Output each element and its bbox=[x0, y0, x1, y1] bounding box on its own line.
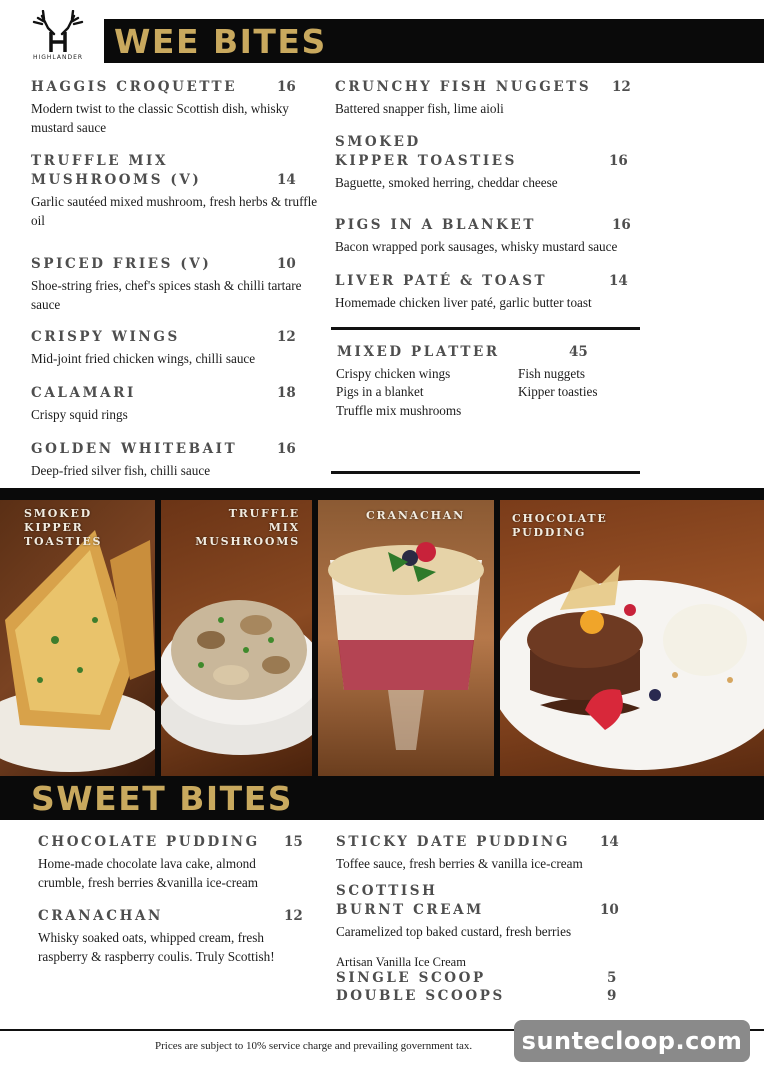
item-name: SMOKED bbox=[335, 134, 421, 150]
item-name: MIXED PLATTER bbox=[337, 344, 500, 360]
item-price: 16 bbox=[609, 153, 628, 169]
photo-label-line: TRUFFLE bbox=[228, 507, 300, 520]
item-description: Crispy squid rings bbox=[31, 407, 128, 422]
item-description: Shoe-string fries, chef's spices stash & chilli tartare sauce bbox=[31, 278, 302, 312]
item-description: Bacon wrapped pork sausages, whisky mustard sauce bbox=[335, 239, 618, 254]
item-price: 10 bbox=[600, 902, 619, 918]
cranachan-glass-illustration bbox=[318, 500, 494, 776]
platter-item: Crispy chicken wings bbox=[336, 366, 451, 381]
photo-label-line: CRANACHAN bbox=[366, 509, 465, 522]
item-description: Baguette, smoked herring, cheddar cheese bbox=[335, 175, 558, 190]
platter-item: Fish nuggets bbox=[518, 366, 586, 381]
item-name: SPICED FRIES (V) bbox=[31, 256, 212, 272]
item-price: 45 bbox=[569, 344, 588, 360]
highlander-logo bbox=[18, 10, 98, 66]
platter-item: Truffle mix mushrooms bbox=[336, 403, 462, 418]
item-description: Battered snapper fish, lime aioli bbox=[335, 101, 504, 116]
platter-top-rule bbox=[331, 327, 640, 330]
item-description: Mid-joint fried chicken wings, chilli sauce bbox=[31, 351, 256, 366]
sweet-bites-title: SWEET BITES bbox=[31, 779, 294, 818]
item-name: LIVER PATÉ & TOAST bbox=[335, 273, 548, 289]
photo-label-line: TOASTIES bbox=[24, 535, 103, 548]
item-name: CRANACHAN bbox=[38, 908, 163, 924]
footer-note: Prices are subject to 10% service charge and prevailing government tax. bbox=[155, 1040, 473, 1052]
item-description: Whisky soaked oats, whipped cream, fresh raspberry & raspberry coulis. Truly Scottish! bbox=[38, 930, 275, 964]
item-name: CHOCOLATE PUDDING bbox=[38, 834, 260, 850]
photo-label-line: PUDDING bbox=[512, 526, 587, 539]
photo-label bbox=[366, 509, 465, 523]
item-name: DOUBLE SCOOPS bbox=[336, 988, 505, 1004]
item-price: 12 bbox=[612, 79, 631, 95]
watermark-badge: suntecloop.com bbox=[514, 1020, 750, 1062]
item-description: Toffee sauce, fresh berries & vanilla ice-cream bbox=[336, 856, 583, 871]
item-price: 16 bbox=[277, 441, 296, 457]
item-name: SCOTTISH bbox=[336, 883, 438, 899]
photo-smoked-kipper-toasties bbox=[0, 500, 155, 776]
item-price: 9 bbox=[607, 988, 617, 1004]
item-price: 14 bbox=[609, 273, 628, 289]
item-price: 14 bbox=[600, 834, 619, 850]
platter-item: Kipper toasties bbox=[518, 384, 598, 399]
item-description: Modern twist to the classic Scottish dish, whisky mustard sauce bbox=[31, 101, 289, 135]
item-price: 15 bbox=[284, 834, 303, 850]
item-name: MUSHROOMS (V) bbox=[31, 172, 202, 188]
photo-label-line: MIX bbox=[268, 521, 300, 534]
item-price: 16 bbox=[277, 79, 296, 95]
item-price: 12 bbox=[284, 908, 303, 924]
item-price: 18 bbox=[277, 385, 296, 401]
photo-label-line: CHOCOLATE bbox=[512, 512, 608, 525]
item-description: Homemade chicken liver paté, garlic butter toast bbox=[335, 295, 592, 310]
item-name: PIGS IN A BLANKET bbox=[335, 217, 536, 233]
photo-label bbox=[195, 507, 300, 549]
item-description: Deep-fried silver fish, chilli sauce bbox=[31, 463, 211, 478]
logo-text: HIGHLANDER bbox=[32, 54, 84, 61]
photo-label-line: SMOKED bbox=[24, 507, 92, 520]
item-name: GOLDEN WHITEBAIT bbox=[31, 441, 238, 457]
photo-label-line: MUSHROOMS bbox=[195, 535, 300, 548]
item-description: Caramelized top baked custard, fresh berries bbox=[336, 924, 572, 939]
photo-cranachan bbox=[318, 500, 494, 776]
item-name: KIPPER TOASTIES bbox=[335, 153, 517, 169]
platter-item: Pigs in a blanket bbox=[336, 384, 424, 399]
photo-label-line: KIPPER bbox=[24, 521, 84, 534]
item-name: CALAMARI bbox=[31, 385, 136, 401]
stag-antlers-icon bbox=[20, 10, 96, 54]
chocolate-pudding-illustration bbox=[500, 500, 764, 776]
ice-cream-heading: Artisan Vanilla Ice Cream bbox=[336, 955, 466, 969]
item-name: CRUNCHY FISH NUGGETS bbox=[335, 79, 592, 95]
platter-bottom-rule bbox=[331, 471, 640, 474]
item-price: 10 bbox=[277, 256, 296, 272]
item-description: Garlic sautéed mixed mushroom, fresh herbs & truffle oil bbox=[31, 194, 318, 228]
photo-chocolate-pudding bbox=[500, 500, 764, 776]
item-name: CRISPY WINGS bbox=[31, 329, 180, 345]
photo-label bbox=[24, 507, 102, 549]
item-price: 16 bbox=[612, 217, 631, 233]
item-name: SINGLE SCOOP bbox=[336, 970, 486, 986]
item-name: BURNT CREAM bbox=[336, 902, 484, 918]
item-name: TRUFFLE MIX bbox=[31, 153, 169, 169]
item-price: 5 bbox=[607, 970, 617, 986]
photo-truffle-mix-mushrooms bbox=[161, 500, 312, 776]
item-name: STICKY DATE PUDDING bbox=[336, 834, 570, 850]
item-name: HAGGIS CROQUETTE bbox=[31, 79, 238, 95]
photo-label bbox=[512, 512, 608, 540]
item-price: 12 bbox=[277, 329, 296, 345]
wee-bites-title: WEE BITES bbox=[114, 22, 327, 61]
item-description: Home-made chocolate lava cake, almond crumble, fresh berries &vanilla ice-cream bbox=[38, 856, 259, 890]
item-price: 14 bbox=[277, 172, 296, 188]
